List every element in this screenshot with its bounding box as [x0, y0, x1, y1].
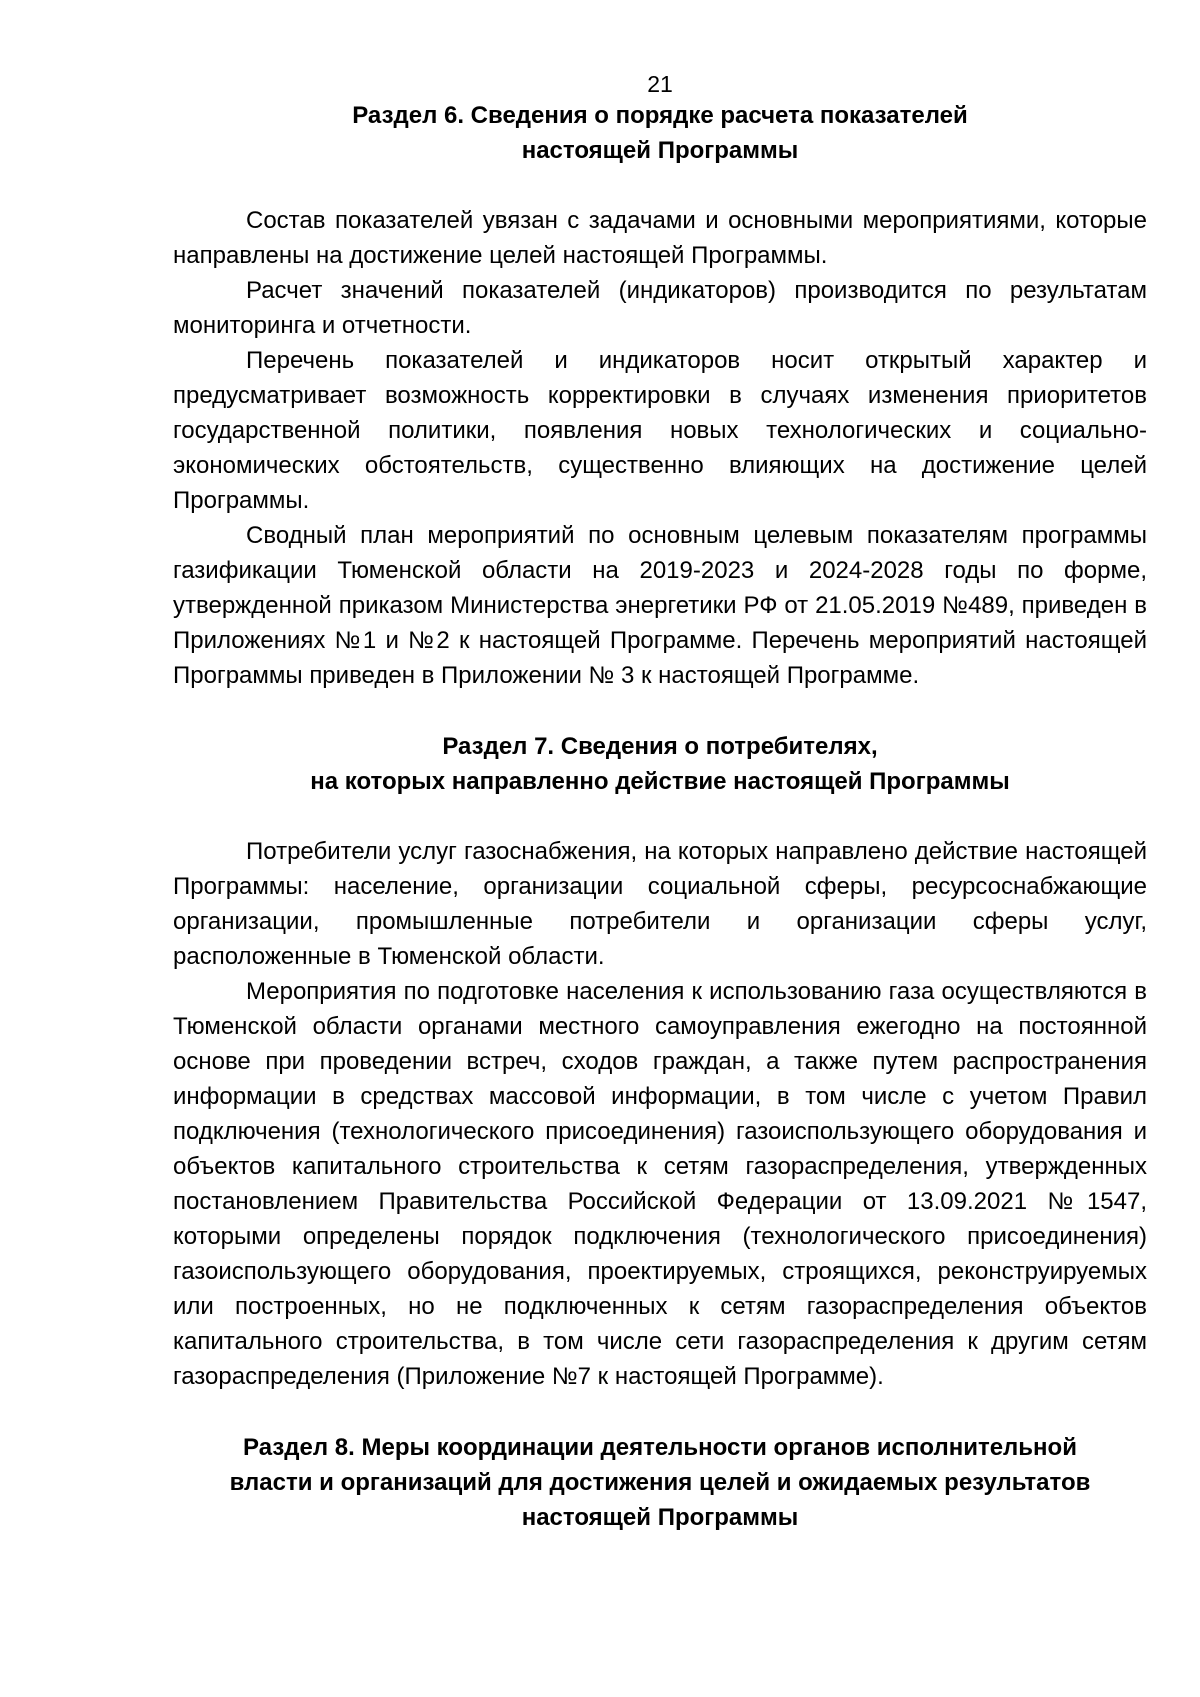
paragraph: Перечень показателей и индикаторов носит открытый характер и предусматривает возможность корректировки в случаях изменения приоритетов государственной политики, появления новых технологических и социально-экономических обстоятельств, существенно влияющих на достижение целей Программы.	[173, 347, 1147, 514]
section-6-heading	[173, 98, 1147, 168]
section-8-heading-line: настоящей Программы	[521, 1504, 799, 1531]
section-6-heading-line: Раздел 6. Сведения о порядке расчета показателей	[352, 102, 968, 129]
page-number: 21	[647, 71, 673, 97]
paragraph: Сводный план мероприятий по основным целевым показателям программы газификации Тюменской области на 2019-2023 и 2024-2028 годы по форме, утвержденной приказом Министерства энергетики РФ от 21.05.2019 №489, приведен в Приложениях №1 и №2 к настоящей Программе. Перечень мероприятий настоящей Программы приведен в Приложении № 3 к настоящей Программе.	[173, 522, 1147, 689]
section-8-heading-line: Раздел 8. Меры координации деятельности органов исполнительной	[243, 1434, 1077, 1461]
section-7-heading-line: на которых направленно действие настоящей Программы	[310, 768, 1010, 795]
document-page	[173, 70, 1147, 1535]
section-7-heading	[173, 729, 1147, 799]
paragraph: Расчет значений показателей (индикаторов) производится по результатам мониторинга и отчетности.	[173, 277, 1147, 339]
section-6-heading-line: настоящей Программы	[521, 137, 799, 164]
section-6-body	[173, 203, 1147, 693]
paragraph: Мероприятия по подготовке населения к использованию газа осуществляются в Тюменской области органами местного самоуправления ежегодно на постоянной основе при проведении встреч, сходов граждан, а также путем распространения информации в средствах массовой информации, в том числе с учетом Правил подключения (технологического присоединения) газоиспользующего оборудования и объектов капитального строительства к сетям газораспределения, утвержденных постановлением Правительства Российской Федерации от 13.09.2021 №1547, которыми определены порядок подключения (технологического присоединения) газоиспользующего оборудования, проектируемых, строящихся, реконструируемых или построенных, но не подключенных к сетям газораспределения объектов капитального строительства, в том числе сети газораспределения к другим сетям газораспределения (Приложение №7 к настоящей Программе).	[173, 978, 1147, 1390]
paragraph: Состав показателей увязан с задачами и основными мероприятиями, которые направлены на достижение целей настоящей Программы.	[173, 207, 1147, 269]
section-7-body	[173, 834, 1147, 1394]
section-7-heading-line: Раздел 7. Сведения о потребителях,	[442, 733, 878, 760]
paragraph: Потребители услуг газоснабжения, на которых направлено действие настоящей Программы: население, организации социальной сферы, ресурсоснабжающие организации, промышленные потребители и организации сферы услуг, расположенные в Тюменской области.	[173, 838, 1147, 970]
section-8-heading	[173, 1430, 1147, 1535]
section-8-heading-line: власти и организаций для достижения целей и ожидаемых результатов	[229, 1469, 1091, 1496]
